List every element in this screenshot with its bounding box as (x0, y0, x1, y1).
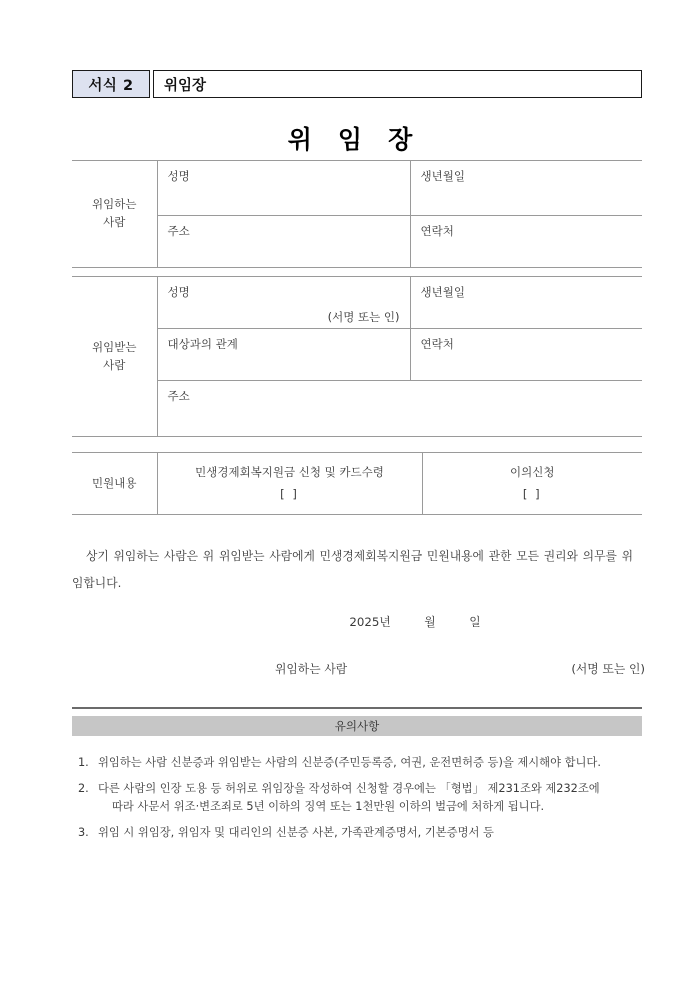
notice-heading: 유의사항 (72, 716, 642, 736)
delegator-side-label (72, 161, 157, 268)
delegatee-name-label: 성명 (167, 285, 190, 299)
delegatee-signature-note: (서명 또는 인) (327, 310, 400, 324)
request-content-table (72, 452, 642, 515)
form-header (72, 70, 642, 98)
delegator-side-label-line1: 위임하는 (92, 197, 137, 212)
delegatee-side-label-line1: 위임받는 (92, 339, 137, 354)
delegatee-table (72, 276, 642, 437)
notice-divider (72, 707, 642, 709)
delegatee-relation-cell[interactable] (157, 329, 410, 381)
list-item (78, 824, 644, 843)
date-year: 2025년 (349, 615, 391, 629)
delegator-contact-cell[interactable] (410, 216, 642, 268)
delegator-table (72, 160, 642, 268)
delegator-name-cell[interactable] (157, 161, 410, 216)
delegator-address-cell[interactable] (157, 216, 410, 268)
table-row (72, 329, 642, 381)
date-line (0, 613, 700, 630)
form-title-box: 위임장 (153, 70, 642, 98)
list-item (78, 754, 644, 773)
notice-item-number: 2. (78, 781, 89, 795)
request-option-1[interactable] (157, 453, 422, 515)
request-option-1-label: 민생경제회복지원금 신청 및 카드수령 (195, 464, 384, 479)
delegatee-contact-cell[interactable] (410, 329, 642, 381)
delegatee-relation-label: 대상과의 관계 (167, 337, 238, 351)
form-number-badge: 서식 2 (72, 70, 150, 98)
table-row (72, 277, 642, 329)
date-day: 일 (469, 615, 481, 629)
page-title: 위임장 (287, 125, 439, 154)
notice-item-text (98, 780, 644, 817)
notice-item-text-line1: 다른 사람의 인장 도용 등 허위로 위임장을 작성하여 신청할 경우에는 「형법」 제231조와 제232조에 (98, 781, 600, 795)
table-row (72, 381, 642, 437)
notice-item-text: 위임 시 위임장, 위임자 및 대리인의 신분증 사본, 가족관계증명서, 기본증명서 등 (98, 825, 494, 839)
signature-line (275, 660, 645, 677)
table-row (72, 216, 642, 268)
notice-list (78, 754, 644, 850)
delegatee-name-cell[interactable] (157, 277, 410, 329)
request-option-2-label: 이의신청 (510, 464, 555, 479)
delegatee-contact-label: 연락처 (420, 337, 454, 351)
notice-item-number: 1. (78, 756, 89, 769)
notice-item-text: 위임하는 사람 신분증과 위임받는 사람의 신분증(주민등록증, 여권, 운전면허증 등)을 제시해야 합니다. (98, 756, 601, 769)
delegator-name-label: 성명 (167, 169, 190, 183)
request-option-1-checkbox[interactable]: [ ] (280, 486, 299, 501)
table-row (72, 453, 642, 515)
delegatee-address-cell[interactable] (157, 381, 642, 437)
delegatee-address-label: 주소 (167, 389, 190, 403)
delegator-birth-label: 생년월일 (420, 169, 465, 183)
request-side-label: 민원내용 (72, 453, 157, 515)
notice-item-text-line2: 따라 사문서 위조·변조죄로 5년 이하의 징역 또는 1천만원 이하의 벌금에 처하게 됩니다. (112, 800, 545, 814)
table-row (72, 161, 642, 216)
signature-label: 위임하는 사람 (275, 662, 348, 676)
delegator-address-label: 주소 (167, 224, 190, 238)
signature-note: (서명 또는 인) (571, 662, 645, 676)
delegator-birth-cell[interactable] (410, 161, 642, 216)
list-item (78, 780, 644, 817)
delegatee-side-label (72, 277, 157, 437)
delegatee-side-label-line2: 사람 (103, 357, 126, 372)
notice-item-number: 3. (78, 825, 89, 839)
delegatee-birth-label: 생년월일 (420, 285, 465, 299)
delegator-side-label-line2: 사람 (103, 215, 126, 229)
request-option-2-checkbox[interactable]: [ ] (522, 486, 542, 501)
date-month: 월 (424, 615, 436, 629)
request-option-2[interactable] (422, 453, 642, 515)
delegation-statement: 상기 위임하는 사람은 위 위임받는 사람에게 민생경제회복지원금 민원내용에 관한 모든 권리와 의무를 위임합니다. (72, 549, 634, 590)
delegator-contact-label: 연락처 (420, 224, 454, 238)
delegatee-birth-cell[interactable] (410, 277, 642, 329)
